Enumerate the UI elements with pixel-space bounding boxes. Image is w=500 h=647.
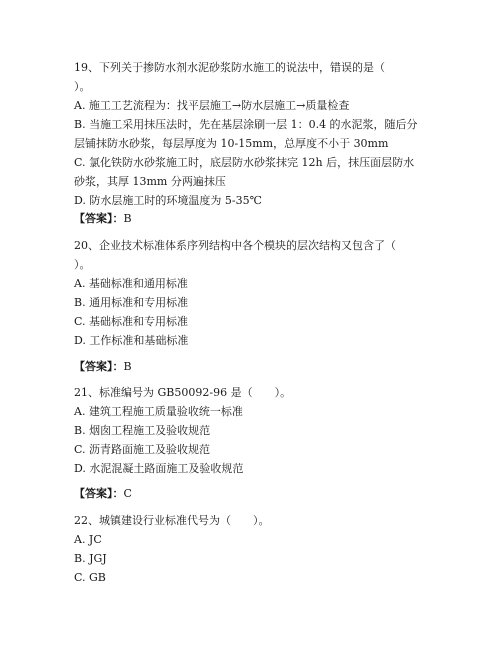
answer-label: 【答案】： xyxy=(74,212,124,225)
option-c: C. 基础标准和专用标准 xyxy=(74,315,189,328)
option-a: A. 基础标准和通用标准 xyxy=(74,277,188,290)
answer-label: 【答案】： xyxy=(74,360,124,373)
answer-20 xyxy=(74,357,132,376)
answer-21 xyxy=(74,484,132,503)
question-21 xyxy=(74,383,424,478)
question-stem: 19、下列关于掺防水剂水泥砂浆防水施工的说法中，错误的是（ xyxy=(74,61,385,74)
option-d: D. 工作标准和基础标准 xyxy=(74,334,189,347)
option-c: C. 沥青路面施工及验收规范 xyxy=(74,443,211,456)
option-d: D. 水泥混凝土路面施工及验收规范 xyxy=(74,462,244,475)
answer-value: B xyxy=(123,212,132,225)
option-b: B. 当施工采用抹压法时，先在基层涂刷一层 1：0.4 的水泥浆，随后分 xyxy=(74,118,418,131)
option-c: C. 氯化铁防水砂浆施工时，底层防水砂浆抹完 12h 后，抹压面层防水 xyxy=(74,156,415,169)
question-stem: ）。 xyxy=(74,80,91,93)
question-stem: 20、企业技术标准体系序列结构中各个模块的层次结构又包含了（ xyxy=(74,239,396,252)
question-22 xyxy=(74,511,424,587)
option-b: B. 通用标准和专用标准 xyxy=(74,296,189,309)
answer-value: C xyxy=(123,487,132,500)
answer-value: B xyxy=(123,360,132,373)
question-stem: 22、城镇建设行业标准代号为（ ）。 xyxy=(74,514,270,527)
option-c-continued: 砂浆，其厚 13mm 分两遍抹压 xyxy=(74,175,226,188)
option-d: D. 防水层施工时的环境温度为 5-35℃ xyxy=(74,194,262,207)
answer-label: 【答案】： xyxy=(74,487,124,500)
option-b-continued: 层铺抹防水砂浆，每层厚度为 10-15mm，总厚度不小于 30mm xyxy=(74,137,389,150)
question-stem: 21、标准编号为 GB50092-96 是（ ）。 xyxy=(74,386,292,399)
answer-19 xyxy=(74,209,132,228)
question-20 xyxy=(74,236,424,350)
option-a: A. 建筑工程施工质量验收统一标准 xyxy=(74,405,243,418)
option-c: C. GB xyxy=(74,571,106,584)
option-b: B. 烟囱工程施工及验收规范 xyxy=(74,424,211,437)
option-a: A. JC xyxy=(74,533,102,546)
option-b: B. JGJ xyxy=(74,552,107,565)
question-19 xyxy=(74,58,424,210)
question-stem: ）。 xyxy=(74,258,91,271)
option-a: A. 施工工艺流程为：找平层施工→防水层施工→质量检查 xyxy=(74,99,350,112)
